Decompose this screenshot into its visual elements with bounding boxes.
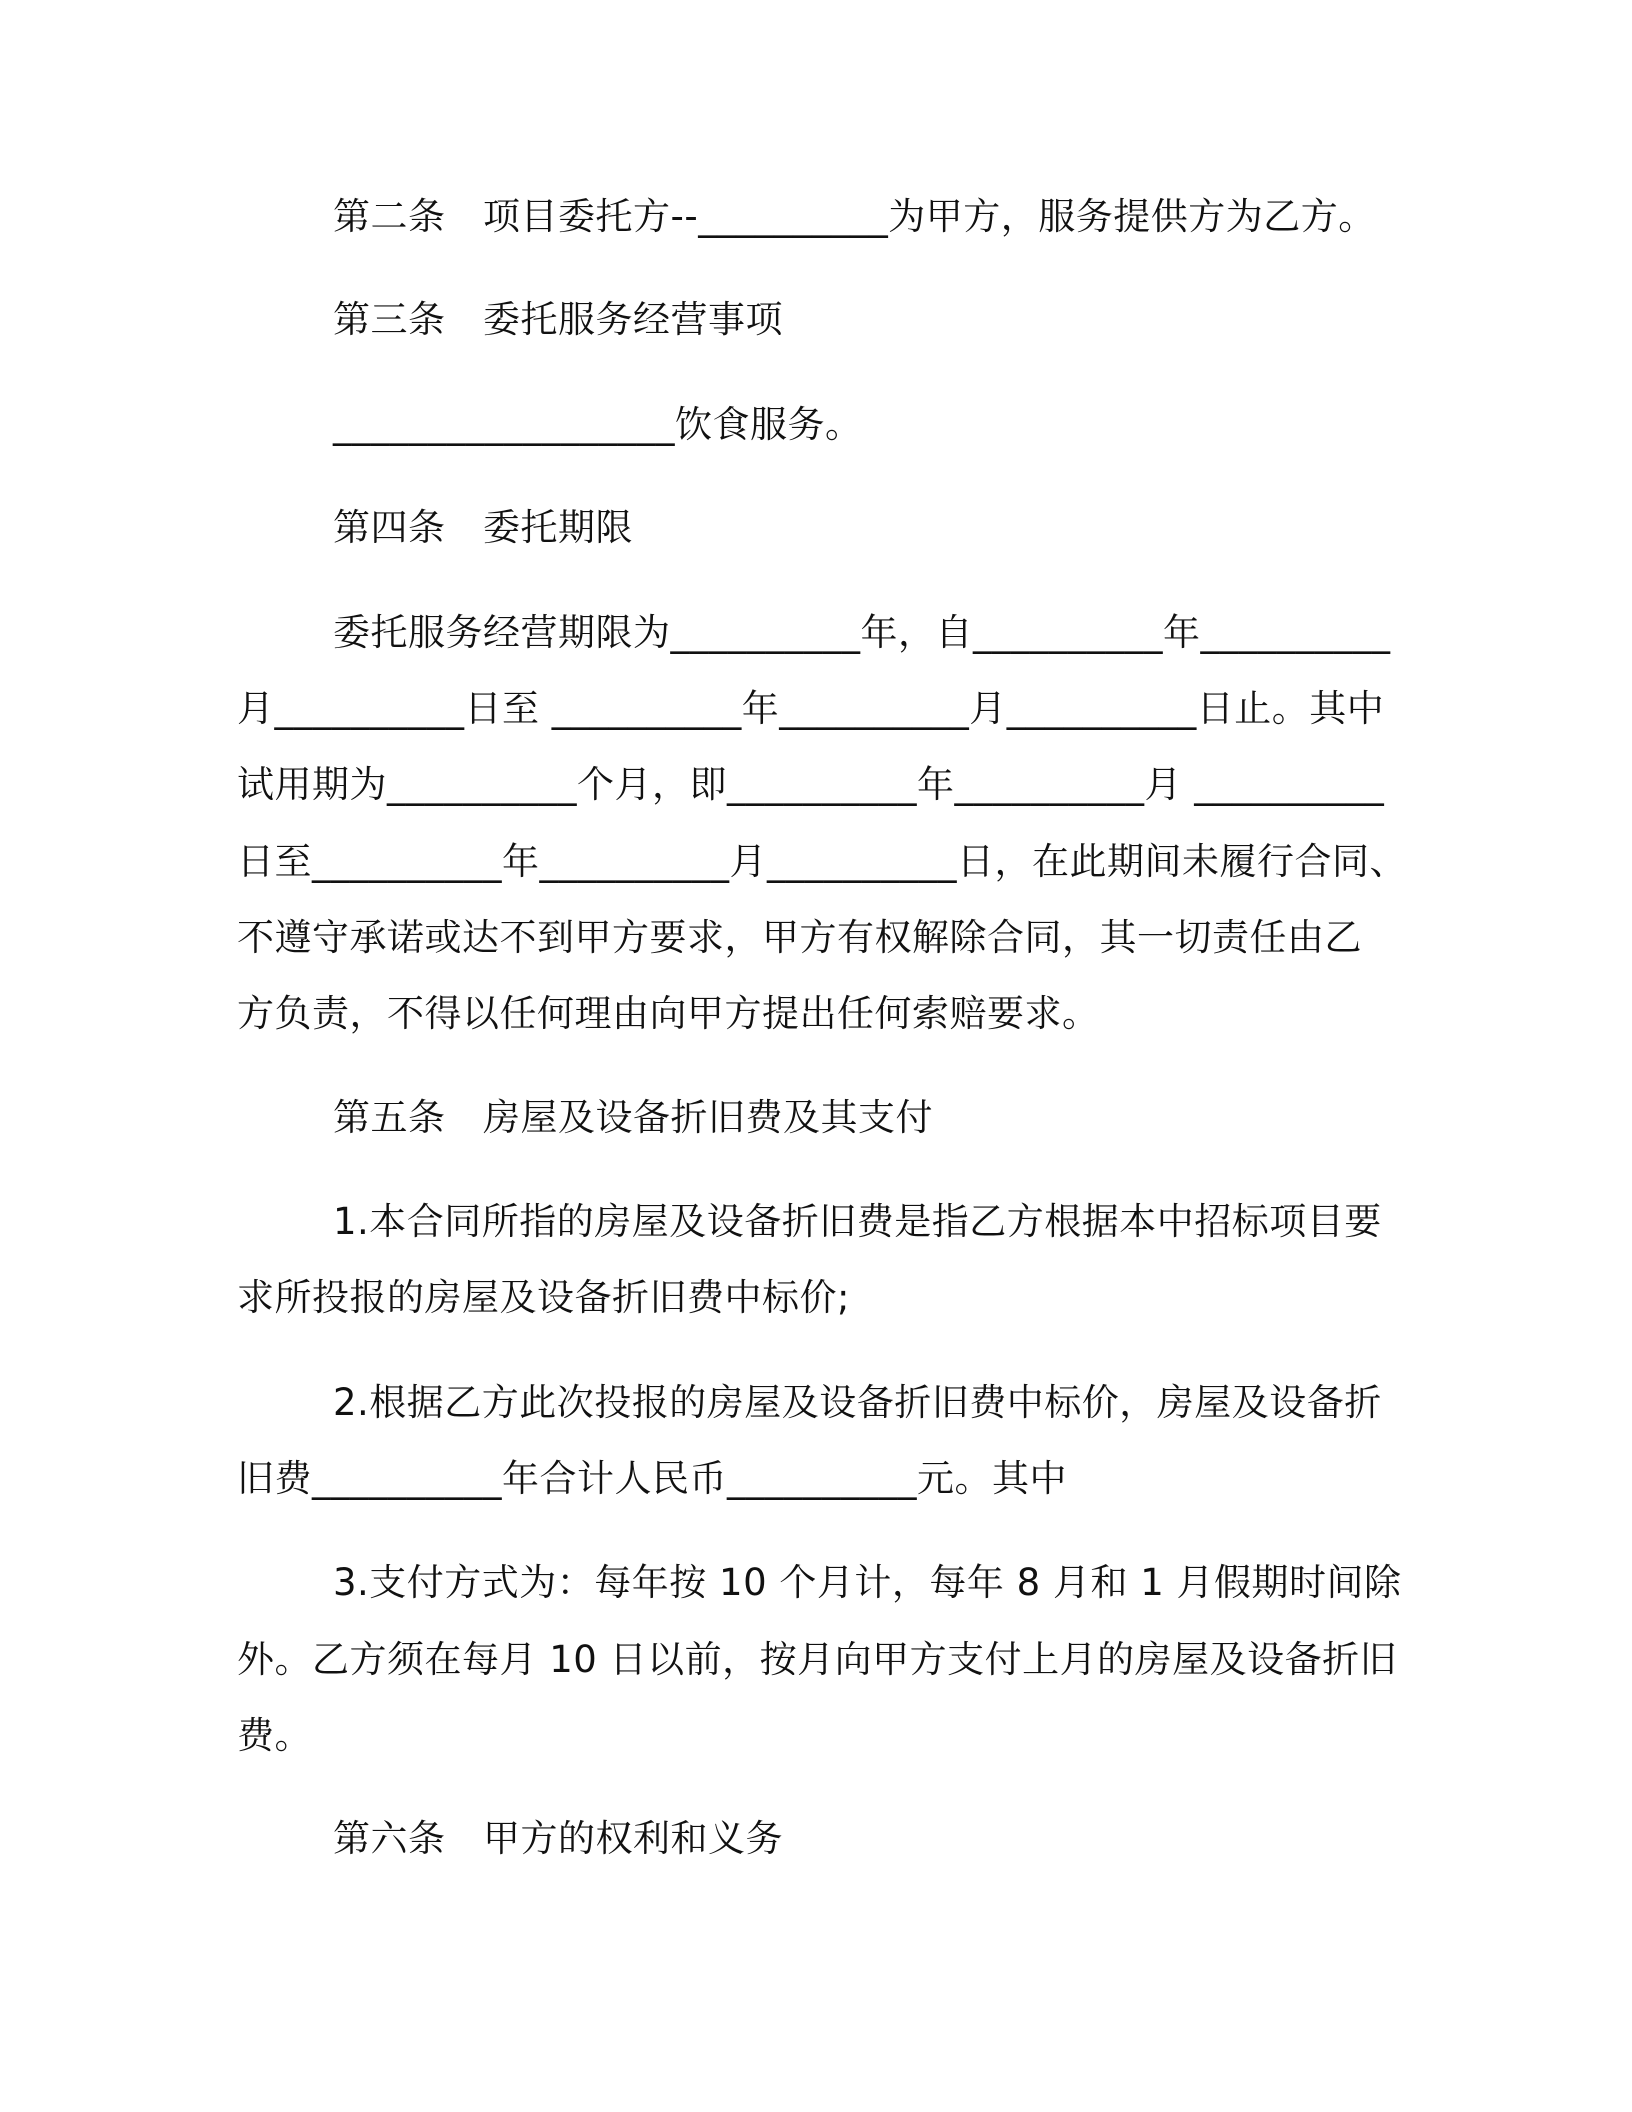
- article-4-paragraph-line-2: 月__________日至 __________年__________月__________日止。其中: [237, 687, 1385, 730]
- article-4-paragraph-line-5: 不遵守承诺或达不到甲方要求，甲方有权解除合同，其一切责任由乙: [237, 916, 1362, 959]
- article-4-paragraph-line-6: 方负责，不得以任何理由向甲方提出任何索赔要求。: [237, 992, 1100, 1035]
- article-5-item-3-line-1: 3.支付方式为：每年按 10 个月计，每年 8 月和 1 月假期时间除: [333, 1561, 1402, 1604]
- article-5-heading: 第五条 房屋及设备折旧费及其支付: [333, 1096, 933, 1139]
- article-6-heading: 第六条 甲方的权利和义务: [333, 1817, 783, 1860]
- article-4-paragraph-line-3: 试用期为__________个月，即__________年__________月 __________: [237, 763, 1385, 806]
- article-2-line: 第二条 项目委托方--__________为甲方，服务提供方为乙方。: [333, 195, 1376, 238]
- article-3-content: __________________饮食服务。: [333, 403, 863, 446]
- article-5-item-1-line-2: 求所投报的房屋及设备折旧费中标价;: [237, 1276, 850, 1319]
- article-3-heading: 第三条 委托服务经营事项: [333, 298, 783, 341]
- article-5-item-1-line-1: 1.本合同所指的房屋及设备折旧费是指乙方根据本中招标项目要: [333, 1200, 1382, 1243]
- article-5-item-3-line-3: 费。: [237, 1714, 312, 1757]
- article-5-item-3-line-2: 外。乙方须在每月 10 日以前，按月向甲方支付上月的房屋及设备折旧: [237, 1638, 1398, 1681]
- article-4-paragraph-line-4: 日至__________年__________月__________日，在此期间未履行合同、: [237, 840, 1407, 883]
- article-4-heading: 第四条 委托期限: [333, 506, 633, 549]
- article-4-paragraph-line-1: 委托服务经营期限为__________年，自__________年__________: [333, 611, 1391, 654]
- article-5-item-2-line-2: 旧费__________年合计人民币__________元。其中: [237, 1457, 1067, 1500]
- article-5-item-2-line-1: 2.根据乙方此次投报的房屋及设备折旧费中标价，房屋及设备折: [333, 1381, 1382, 1424]
